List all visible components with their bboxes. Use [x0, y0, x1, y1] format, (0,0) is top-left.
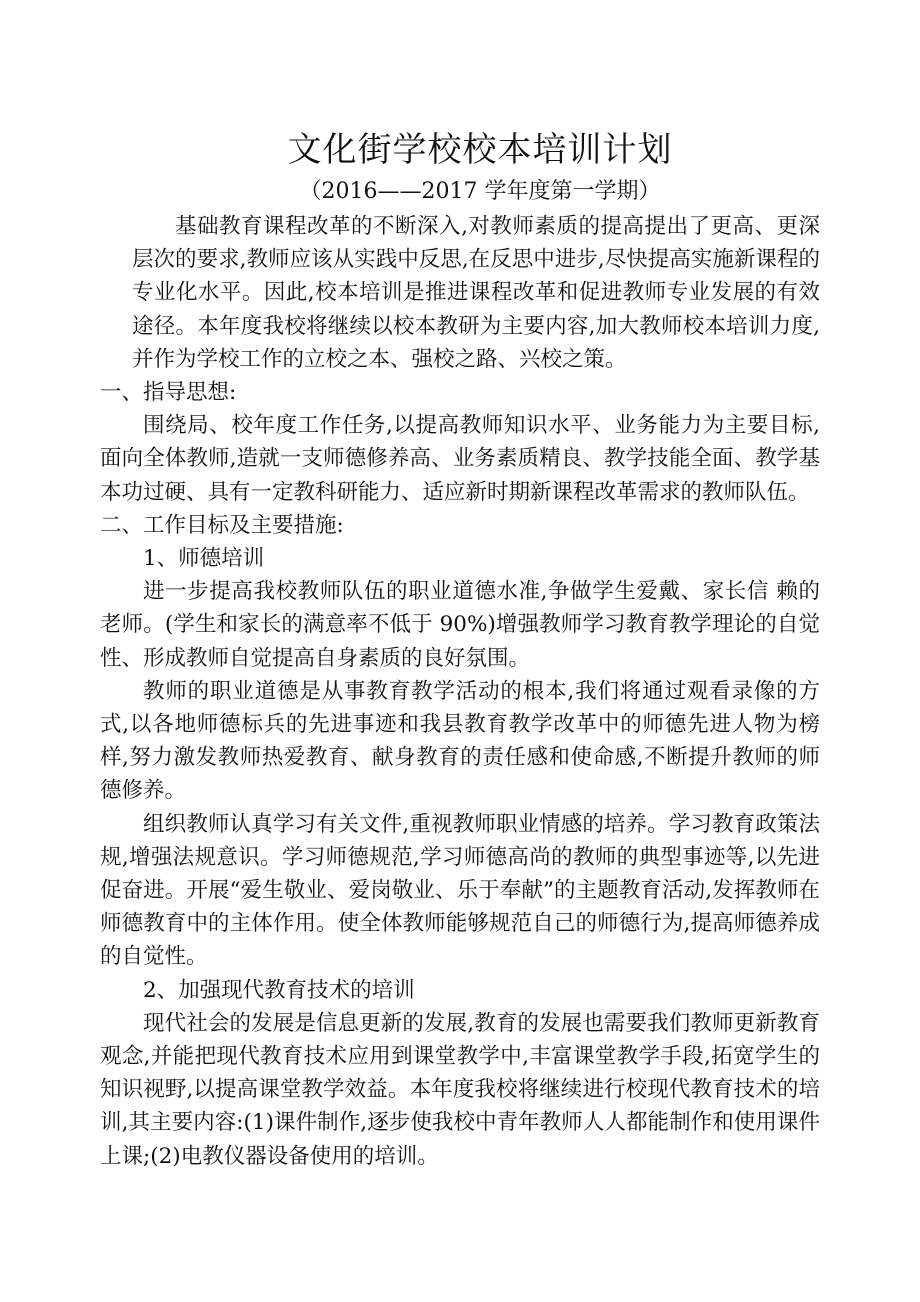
ethics-paragraph-1: 进一步提高我校教师队伍的职业道德水准,争做学生爱戴、家长信 赖的老师。(学生和家长的满意率不低于 90%)增强教师学习教育教学理论的自觉性、形成教师自觉提高自身素质的良好氛围。	[100, 579, 820, 671]
document-subtitle: （2016——2017 学年度第一学期）	[299, 179, 661, 204]
tech-training-paragraph: 现代社会的发展是信息更新的发展,教育的发展也需要我们教师更新教育观念,并能把现代教育技术应用到课堂教学中,丰富课堂教学手段,拓宽学生的知识视野,以提高课堂教学效益。本年度我校将继续进行校现代教育技术的培训,其主要内容:(1)课件制作,逐步使我校中青年教师人人都能制作和使用课件上课;(2)电教仪器设备使用的培训。	[100, 1010, 820, 1169]
guiding-thought-paragraph: 围绕局、校年度工作任务,以提高教师知识水平、业务能力为主要目标,面向全体教师,造就一支师德修养高、业务素质精良、教学技能全面、教学基本功过硬、具有一定教科研能力、适应新时期新课程改革需求的教师队伍。	[100, 413, 820, 505]
subsection-heading-tech-training: 2、加强现代教育技术的培训	[143, 977, 415, 1003]
intro-paragraph: 基础教育课程改革的不断深入,对教师素质的提高提出了更高、更深层次的要求,教师应该从实践中反思,在反思中进步,尽快提高实施新课程的专业化水平。因此,校本培训是推进课程改革和促进教师专业发展的有效途径。本年度我校将继续以校本教研为主要内容,加大教师校本培训力度,并作为学校工作的立校之本、强校之路、兴校之策。	[132, 214, 820, 372]
document-title: 文化街学校校本培训计划	[287, 130, 673, 170]
subsection-heading-ethics-training: 1、师德培训	[143, 546, 265, 572]
section-heading-goals-measures: 二、工作目标及主要措施:	[100, 512, 344, 538]
ethics-paragraph-2: 教师的职业道德是从事教育教学活动的根本,我们将通过观看录像的方式,以各地师德标兵的先进事迹和我县教育教学改革中的师德先进人物为榜样,努力激发教师热爱教育、献身教育的责任感和使命感,不断提升教师的师德修养。	[100, 678, 820, 804]
ethics-paragraph-3: 组织教师认真学习有关文件,重视教师职业情感的培养。学习教育政策法规,增强法规意识。学习师德规范,学习师德高尚的教师的典型事迹等,以先进促奋进。开展“爱生敬业、爱岗敬业、乐于奉献”的主题教育活动,发挥教师在师德教育中的主体作用。使全体教师能够规范自己的师德行为,提高师德养成的自觉性。	[100, 811, 820, 970]
section-heading-guiding-thought: 一、指导思想:	[100, 380, 237, 406]
